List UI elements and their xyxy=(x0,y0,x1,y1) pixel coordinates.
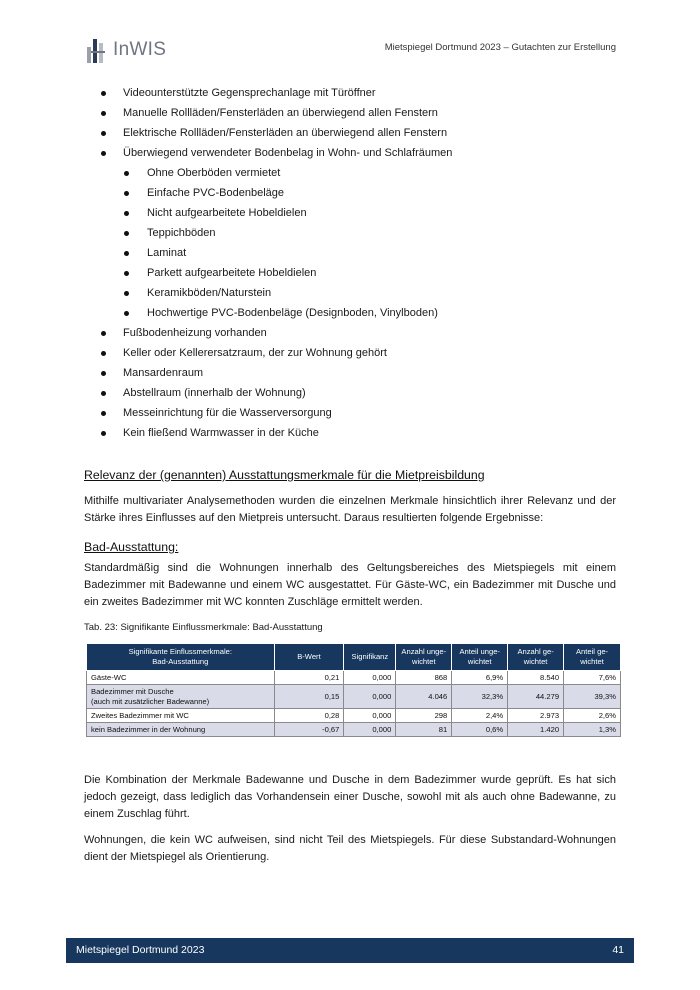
list-item-text: Videounterstützte Gegensprechanlage mit Türöffner xyxy=(123,87,376,99)
bullet-icon xyxy=(124,171,129,176)
list-item xyxy=(0,203,700,223)
table-row xyxy=(87,709,621,723)
row-label: Badezimmer mit Dusche (auch mit zusätzlicher Badewanne) xyxy=(87,685,275,709)
header-merkmal: Signifikante Einflussmerkmale: Bad-Ausstattung xyxy=(87,644,275,671)
list-item xyxy=(0,163,700,183)
list-item-text: Überwiegend verwendeter Bodenbelag in Wohn- und Schlafräumen xyxy=(123,147,453,159)
list-item xyxy=(0,303,700,323)
list-item-text: Hochwertige PVC-Bodenbeläge (Designboden, Vinylboden) xyxy=(147,307,438,319)
cell-anteil-gewichtet: 2,6% xyxy=(564,709,621,723)
inwis-logo xyxy=(86,34,166,66)
table-row xyxy=(87,723,621,737)
page-number: 41 xyxy=(612,944,624,956)
list-item xyxy=(0,343,700,363)
inwis-logo-mark-icon xyxy=(86,35,108,65)
list-item xyxy=(0,103,700,123)
bullet-icon xyxy=(101,431,106,436)
list-item xyxy=(0,183,700,203)
bullet-icon xyxy=(101,371,106,376)
bullet-icon xyxy=(124,291,129,296)
cell-b-wert: -0,67 xyxy=(274,723,344,737)
list-item-text: Nicht aufgearbeitete Hobeldielen xyxy=(147,207,307,219)
header-title: Mietspiegel Dortmund 2023 – Gutachten zur Erstellung xyxy=(384,42,616,53)
row-label: Zweites Badezimmer mit WC xyxy=(87,709,275,723)
bullet-icon xyxy=(101,111,106,116)
cell-b-wert: 0,15 xyxy=(274,685,344,709)
cell-anzahl-gewichtet: 8.540 xyxy=(508,671,564,685)
list-item-text: Ohne Oberböden vermietet xyxy=(147,167,281,179)
cell-anzahl-ungewichtet: 868 xyxy=(396,671,452,685)
bullet-icon xyxy=(101,411,106,416)
bullet-icon xyxy=(101,351,106,356)
list-item-text: Elektrische Rollläden/Fensterläden an überwiegend allen Fenstern xyxy=(123,127,448,139)
bullet-icon xyxy=(124,191,129,196)
list-item xyxy=(0,403,700,423)
cell-anzahl-gewichtet: 2.973 xyxy=(508,709,564,723)
list-item xyxy=(0,263,700,283)
row-label: Gäste-WC xyxy=(87,671,275,685)
list-item xyxy=(0,323,700,343)
list-item xyxy=(0,383,700,403)
header-anzahl-ungewichtet: Anzahl unge- wichtet xyxy=(396,644,452,671)
list-item-text: Teppichböden xyxy=(147,227,216,239)
section-heading-bad: Bad-Ausstattung: xyxy=(84,540,179,554)
list-item-text: Laminat xyxy=(147,247,187,259)
list-item-text: Mansardenraum xyxy=(123,367,204,379)
logo-text: InWIS xyxy=(113,39,167,60)
cell-anzahl-ungewichtet: 298 xyxy=(396,709,452,723)
bullet-icon xyxy=(124,271,129,276)
list-item-text: Einfache PVC-Bodenbeläge xyxy=(147,187,284,199)
cell-anzahl-ungewichtet: 4.046 xyxy=(396,685,452,709)
list-item-text: Abstellraum (innerhalb der Wohnung) xyxy=(123,387,306,399)
list-item xyxy=(0,363,700,383)
list-item-text: Fußbodenheizung vorhanden xyxy=(123,327,267,339)
cell-anzahl-gewichtet: 1.420 xyxy=(508,723,564,737)
bullet-icon xyxy=(101,91,106,96)
header-anteil-ungewichtet: Anteil unge- wichtet xyxy=(452,644,508,671)
row-label: kein Badezimmer in der Wohnung xyxy=(87,723,275,737)
list-item xyxy=(0,143,700,163)
cell-anteil-gewichtet: 7,6% xyxy=(564,671,621,685)
cell-anteil-ungewichtet: 32,3% xyxy=(452,685,508,709)
header-signifikanz: Signifikanz xyxy=(344,644,396,671)
table-row xyxy=(87,685,621,709)
cell-anteil-ungewichtet: 0,6% xyxy=(452,723,508,737)
cell-b-wert: 0,28 xyxy=(274,709,344,723)
cell-signifikanz: 0,000 xyxy=(344,671,396,685)
bullet-icon xyxy=(101,151,106,156)
table-caption: Tab. 23: Signifikante Einflussmerkmale: Bad-Ausstattung xyxy=(84,622,323,633)
feature-list xyxy=(0,83,700,443)
cell-anteil-ungewichtet: 6,9% xyxy=(452,671,508,685)
paragraph-bad: Standardmäßig sind die Wohnungen innerhalb des Geltungsbereiches des Mietspiegels mit einem Badezimmer mit Badewanne und einem WC ausgestattet. Für Gäste-WC, ein Badezimmer mit Dusche und ein zweites Badezimmer mit WC konnten Zuschläge ermittelt werden. xyxy=(84,562,616,608)
table-row xyxy=(87,671,621,685)
list-item-text: Parkett aufgearbeitete Hobeldielen xyxy=(147,267,317,279)
header-anzahl-gewichtet: Anzahl ge- wichtet xyxy=(508,644,564,671)
bad-ausstattung-table xyxy=(86,643,621,737)
list-item xyxy=(0,423,700,443)
header-b-wert: B-Wert xyxy=(274,644,344,671)
cell-signifikanz: 0,000 xyxy=(344,685,396,709)
list-item-text: Keramikböden/Naturstein xyxy=(147,287,272,299)
bullet-icon xyxy=(124,251,129,256)
header-anteil-gewichtet: Anteil ge- wichtet xyxy=(564,644,621,671)
paragraph-kombination: Die Kombination der Merkmale Badewanne und Dusche in dem Badezimmer wurde geprüft. Es hat sich jedoch gezeigt, dass lediglich das Vorhandensein einer Dusche, sowohl mit als auch ohne Badewanne, zu einem Zuschlag führt. xyxy=(84,774,616,820)
list-item-text: Keller oder Kellerersatzraum, der zur Wohnung gehört xyxy=(123,347,387,359)
paragraph-relevanz: Mithilfe multivariater Analysemethoden wurden die einzelnen Merkmale hinsichtlich ihrer Relevanz und der Stärke ihres Einflusses auf den Mietpreis untersucht. Daraus resultierten folgende Ergebnisse: xyxy=(84,495,616,524)
cell-anzahl-ungewichtet: 81 xyxy=(396,723,452,737)
list-item xyxy=(0,123,700,143)
table-header-row xyxy=(87,644,621,671)
paragraph-wc: Wohnungen, die kein WC aufweisen, sind nicht Teil des Mietspiegels. Für diese Substandard-Wohnungen dient der Mietspiegel als Orientierung. xyxy=(84,834,616,863)
page-footer xyxy=(66,938,634,963)
cell-signifikanz: 0,000 xyxy=(344,723,396,737)
section-heading-relevanz: Relevanz der (genannten) Ausstattungsmerkmale für die Mietpreisbildung xyxy=(84,468,485,482)
list-item-text: Kein fließend Warmwasser in der Küche xyxy=(123,427,319,439)
bullet-icon xyxy=(124,311,129,316)
bullet-icon xyxy=(101,131,106,136)
cell-anzahl-gewichtet: 44.279 xyxy=(508,685,564,709)
bullet-icon xyxy=(101,391,106,396)
bullet-icon xyxy=(101,331,106,336)
bullet-icon xyxy=(124,211,129,216)
list-item-text: Messeinrichtung für die Wasserversorgung xyxy=(123,407,332,419)
cell-signifikanz: 0,000 xyxy=(344,709,396,723)
bullet-icon xyxy=(124,231,129,236)
list-item xyxy=(0,223,700,243)
cell-b-wert: 0,21 xyxy=(274,671,344,685)
list-item xyxy=(0,243,700,263)
footer-title: Mietspiegel Dortmund 2023 xyxy=(76,944,205,956)
list-item xyxy=(0,83,700,103)
cell-anteil-gewichtet: 39,3% xyxy=(564,685,621,709)
cell-anteil-gewichtet: 1,3% xyxy=(564,723,621,737)
list-item-text: Manuelle Rollläden/Fensterläden an überwiegend allen Fenstern xyxy=(123,107,438,119)
list-item xyxy=(0,283,700,303)
cell-anteil-ungewichtet: 2,4% xyxy=(452,709,508,723)
